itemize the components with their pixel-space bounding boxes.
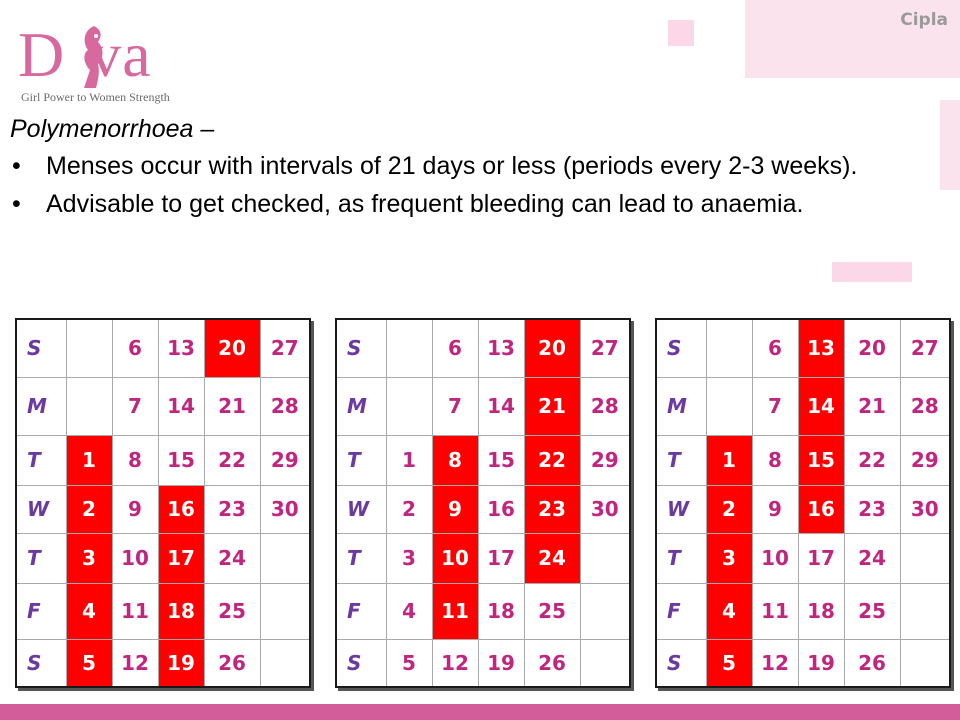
weekday-label: M xyxy=(656,377,706,435)
weekday-label: S xyxy=(16,639,66,687)
calendar-row xyxy=(656,485,950,533)
calendar-day-23: 23 xyxy=(844,485,900,533)
calendar-day-13: 13 xyxy=(478,319,524,377)
calendar-day-9-highlighted: 9 xyxy=(432,485,478,533)
bullet-list xyxy=(10,150,940,220)
weekday-label: W xyxy=(656,485,706,533)
weekday-label: F xyxy=(16,583,66,639)
calendar-day-4: 4 xyxy=(386,583,432,639)
calendar-row xyxy=(16,639,310,687)
calendar-day-30: 30 xyxy=(900,485,950,533)
calendar-day-5: 5 xyxy=(386,639,432,687)
calendar-empty-cell xyxy=(580,583,630,639)
weekday-label: W xyxy=(336,485,386,533)
calendar-day-18-highlighted: 18 xyxy=(158,583,204,639)
calendar-row xyxy=(336,485,630,533)
calendar-day-7: 7 xyxy=(432,377,478,435)
calendar-row xyxy=(656,639,950,687)
footer-bar xyxy=(0,704,960,720)
calendar-day-28: 28 xyxy=(260,377,310,435)
calendar-day-20: 20 xyxy=(844,319,900,377)
calendar-day-2: 2 xyxy=(386,485,432,533)
calendar-day-16-highlighted: 16 xyxy=(158,485,204,533)
calendar-row xyxy=(336,639,630,687)
calendar-day-14: 14 xyxy=(478,377,524,435)
weekday-label: W xyxy=(16,485,66,533)
weekday-label: S xyxy=(336,639,386,687)
calendar-day-2-highlighted: 2 xyxy=(706,485,752,533)
calendar-day-15: 15 xyxy=(158,435,204,485)
calendar-day-20-highlighted: 20 xyxy=(524,319,580,377)
weekday-label: S xyxy=(656,319,706,377)
calendar-day-22: 22 xyxy=(844,435,900,485)
calendar-day-21-highlighted: 21 xyxy=(524,377,580,435)
calendar-day-15-highlighted: 15 xyxy=(798,435,844,485)
calendar-day-27: 27 xyxy=(580,319,630,377)
calendar-day-29: 29 xyxy=(580,435,630,485)
calendar-day-19-highlighted: 19 xyxy=(158,639,204,687)
calendar-day-5-highlighted: 5 xyxy=(706,639,752,687)
weekday-label: S xyxy=(656,639,706,687)
weekday-label: T xyxy=(656,533,706,583)
weekday-label: F xyxy=(336,583,386,639)
calendar-day-6: 6 xyxy=(752,319,798,377)
calendar-day-17: 17 xyxy=(798,533,844,583)
calendar-row xyxy=(336,533,630,583)
decorative-square xyxy=(668,20,694,46)
calendar-row xyxy=(16,435,310,485)
calendar-day-29: 29 xyxy=(260,435,310,485)
slide-title: Polymenorrhoea – xyxy=(10,115,215,143)
calendar-empty-cell xyxy=(260,583,310,639)
weekday-label: T xyxy=(656,435,706,485)
calendar-row xyxy=(656,377,950,435)
calendar-day-21: 21 xyxy=(204,377,260,435)
calendar-day-6: 6 xyxy=(432,319,478,377)
calendar-row xyxy=(656,533,950,583)
calendar-row xyxy=(656,435,950,485)
calendar-day-12: 12 xyxy=(432,639,478,687)
calendar-row xyxy=(16,319,310,377)
calendar-empty-cell xyxy=(900,583,950,639)
calendar-day-26: 26 xyxy=(844,639,900,687)
calendar-empty-cell xyxy=(66,319,112,377)
calendar-day-6: 6 xyxy=(112,319,158,377)
bullet-marker: • xyxy=(12,190,21,218)
calendar-day-25: 25 xyxy=(844,583,900,639)
calendar-row xyxy=(16,533,310,583)
calendar-day-1-highlighted: 1 xyxy=(706,435,752,485)
calendar-empty-cell xyxy=(706,377,752,435)
calendar-month-3 xyxy=(655,318,951,688)
calendar-day-14-highlighted: 14 xyxy=(798,377,844,435)
calendar-row xyxy=(336,319,630,377)
calendar-day-10-highlighted: 10 xyxy=(432,533,478,583)
calendar-empty-cell xyxy=(580,639,630,687)
calendar-empty-cell xyxy=(386,377,432,435)
calendar-day-2-highlighted: 2 xyxy=(66,485,112,533)
calendar-day-10: 10 xyxy=(752,533,798,583)
weekday-label: S xyxy=(336,319,386,377)
weekday-label: T xyxy=(336,435,386,485)
calendar-empty-cell xyxy=(900,639,950,687)
calendar-day-17: 17 xyxy=(478,533,524,583)
calendar-day-16-highlighted: 16 xyxy=(798,485,844,533)
calendar-day-27: 27 xyxy=(260,319,310,377)
calendar-day-11: 11 xyxy=(752,583,798,639)
calendar-day-9: 9 xyxy=(112,485,158,533)
calendar-day-26: 26 xyxy=(524,639,580,687)
calendar-day-1-highlighted: 1 xyxy=(66,435,112,485)
logo-tagline: Girl Power to Women Strength xyxy=(21,90,170,104)
calendar-day-5-highlighted: 5 xyxy=(66,639,112,687)
calendar-day-11-highlighted: 11 xyxy=(432,583,478,639)
calendar-day-26: 26 xyxy=(204,639,260,687)
calendar-day-18: 18 xyxy=(478,583,524,639)
calendar-day-15: 15 xyxy=(478,435,524,485)
calendar-empty-cell xyxy=(900,533,950,583)
decorative-square xyxy=(832,262,912,282)
calendar-day-8: 8 xyxy=(752,435,798,485)
calendar-row xyxy=(336,435,630,485)
calendar-day-13: 13 xyxy=(158,319,204,377)
calendar-day-18: 18 xyxy=(798,583,844,639)
calendar-day-29: 29 xyxy=(900,435,950,485)
calendar-day-14: 14 xyxy=(158,377,204,435)
calendar-day-27: 27 xyxy=(900,319,950,377)
calendar-row xyxy=(16,485,310,533)
calendar-day-13-highlighted: 13 xyxy=(798,319,844,377)
calendar-day-9: 9 xyxy=(752,485,798,533)
calendar-day-3-highlighted: 3 xyxy=(66,533,112,583)
calendar-day-28: 28 xyxy=(900,377,950,435)
calendar-day-4-highlighted: 4 xyxy=(706,583,752,639)
calendar-day-12: 12 xyxy=(112,639,158,687)
calendar-day-25: 25 xyxy=(524,583,580,639)
calendar-empty-cell xyxy=(66,377,112,435)
calendar-day-7: 7 xyxy=(752,377,798,435)
calendar-month-1 xyxy=(15,318,311,688)
calendar-day-17-highlighted: 17 xyxy=(158,533,204,583)
calendar-empty-cell xyxy=(386,319,432,377)
bullet-text: Menses occur with intervals of 21 days or less (periods every 2-3 weeks). xyxy=(46,152,858,180)
calendar-day-22: 22 xyxy=(204,435,260,485)
calendar-day-16: 16 xyxy=(478,485,524,533)
diva-logo xyxy=(18,20,198,110)
calendar-day-30: 30 xyxy=(580,485,630,533)
calendar-empty-cell xyxy=(706,319,752,377)
calendar-empty-cell xyxy=(260,639,310,687)
weekday-label: S xyxy=(16,319,66,377)
decorative-square xyxy=(940,100,960,190)
calendar-day-24: 24 xyxy=(844,533,900,583)
logo-wordmark: D va xyxy=(18,19,152,90)
bullet-item xyxy=(10,188,910,220)
calendar-row xyxy=(656,319,950,377)
weekday-label: T xyxy=(16,435,66,485)
calendar-day-11: 11 xyxy=(112,583,158,639)
calendar-day-22-highlighted: 22 xyxy=(524,435,580,485)
calendar-day-24: 24 xyxy=(204,533,260,583)
calendar-day-4-highlighted: 4 xyxy=(66,583,112,639)
calendar-day-23: 23 xyxy=(204,485,260,533)
calendar-empty-cell xyxy=(580,533,630,583)
calendar-row xyxy=(16,377,310,435)
calendar-day-28: 28 xyxy=(580,377,630,435)
calendar-day-19: 19 xyxy=(798,639,844,687)
calendar-day-19: 19 xyxy=(478,639,524,687)
weekday-label: T xyxy=(16,533,66,583)
calendar-day-10: 10 xyxy=(112,533,158,583)
calendar-day-20-highlighted: 20 xyxy=(204,319,260,377)
calendar-month-2 xyxy=(335,318,631,688)
calendar-day-21: 21 xyxy=(844,377,900,435)
calendar-empty-cell xyxy=(260,533,310,583)
weekday-label: M xyxy=(336,377,386,435)
calendar-day-3: 3 xyxy=(386,533,432,583)
weekday-label: M xyxy=(16,377,66,435)
calendar-day-30: 30 xyxy=(260,485,310,533)
calendar-day-25: 25 xyxy=(204,583,260,639)
calendar-day-24-highlighted: 24 xyxy=(524,533,580,583)
calendar-day-12: 12 xyxy=(752,639,798,687)
brand-logo-text: Cipla xyxy=(900,10,948,30)
calendar-day-1: 1 xyxy=(386,435,432,485)
calendar-day-7: 7 xyxy=(112,377,158,435)
weekday-label: F xyxy=(656,583,706,639)
calendar-row xyxy=(336,583,630,639)
calendar-day-3-highlighted: 3 xyxy=(706,533,752,583)
bullet-item xyxy=(10,150,910,182)
calendar-day-8-highlighted: 8 xyxy=(432,435,478,485)
calendar-row xyxy=(656,583,950,639)
calendar-row xyxy=(336,377,630,435)
weekday-label: T xyxy=(336,533,386,583)
bullet-text: Advisable to get checked, as frequent bleeding can lead to anaemia. xyxy=(46,190,804,218)
calendar-day-8: 8 xyxy=(112,435,158,485)
bullet-marker: • xyxy=(12,152,21,180)
slide-content xyxy=(10,112,940,226)
calendar-day-23-highlighted: 23 xyxy=(524,485,580,533)
calendar-row xyxy=(16,583,310,639)
